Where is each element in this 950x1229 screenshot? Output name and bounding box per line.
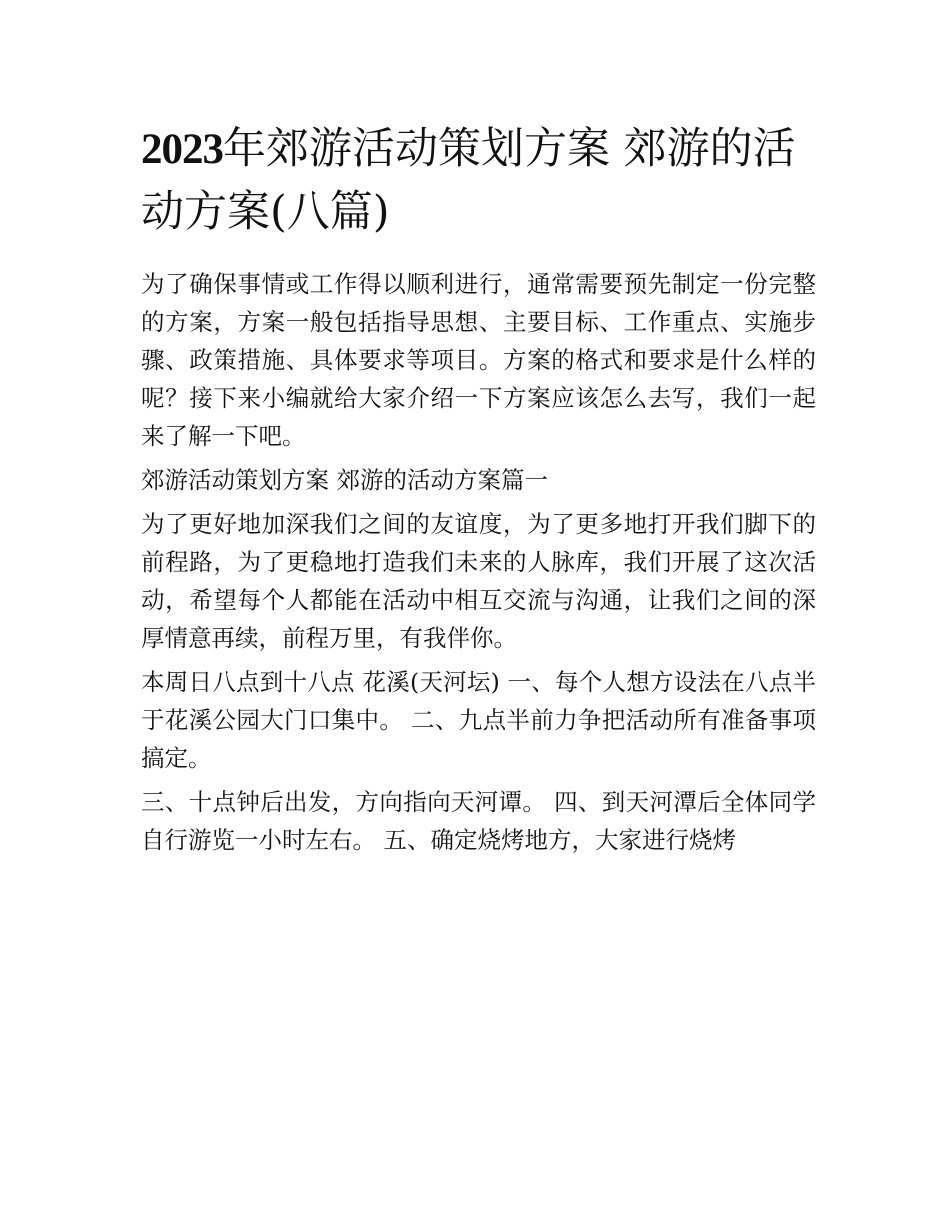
body-paragraph: 三、十点钟后出发，方向指向天河谭。 四、到天河潭后全体同学自行游览一小时左右。 五、确定烧烤地方，大家进行烧烤 bbox=[141, 788, 816, 854]
document-title bbox=[141, 118, 816, 243]
document-body bbox=[141, 118, 816, 865]
section-heading: 郊游活动策划方案 郊游的活动方案篇一 bbox=[141, 466, 548, 494]
title-year: 2023 bbox=[141, 126, 223, 173]
body-paragraph: 为了更好地加深我们之间的友谊度，为了更多地打开我们脚下的前程路，为了更稳地打造我们未来的人脉库，我们开展了这次活动，希望每个人都能在活动中相互交流与沟通，让我们之间的深厚情意再续，前程万里，有我伴你。 bbox=[141, 510, 816, 652]
title-text: 年郊游活动策划方案 郊游的活动方案(八篇) bbox=[141, 124, 796, 237]
intro-paragraph: 为了确保事情或工作得以顺利进行，通常需要预先制定一份完整的方案，方案一般包括指导思想、主要目标、工作重点、实施步骤、政策措施、具体要求等项目。方案的格式和要求是什么样的呢？接下来小编就给大家介绍一下方案应该怎么去写，我们一起来了解一下吧。 bbox=[141, 270, 816, 450]
body-paragraph: 本周日八点到十八点 花溪(天河坛) 一、每个人想方设法在八点半于花溪公园大门口集中。 二、九点半前力争把活动所有准备事项搞定。 bbox=[141, 668, 816, 772]
